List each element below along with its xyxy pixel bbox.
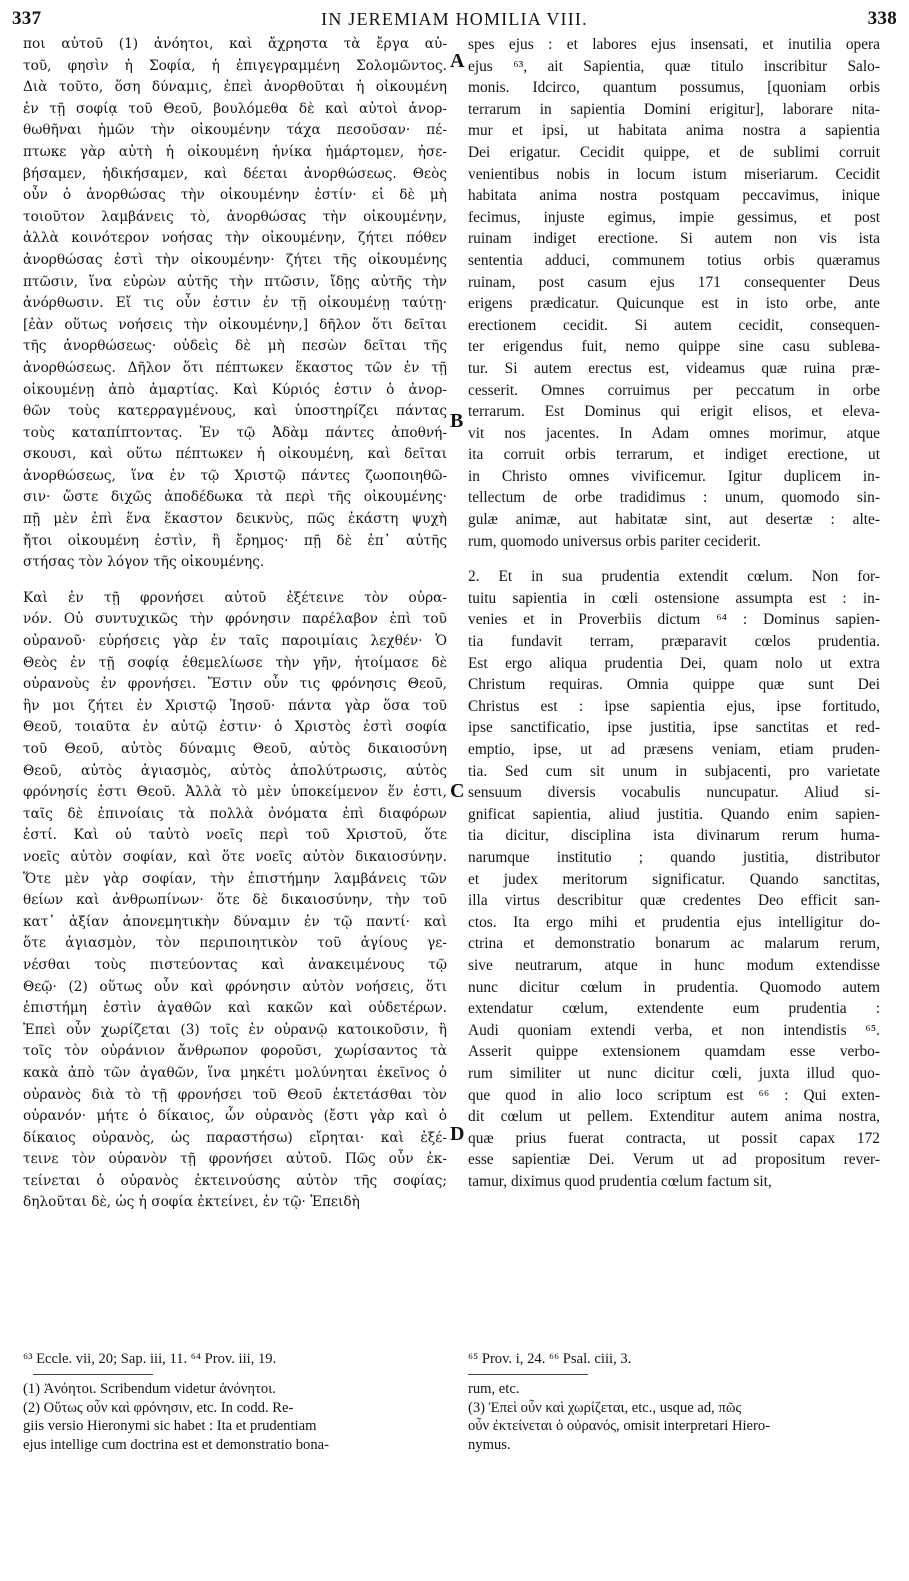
greek-text-line: Θεοῦ, τοιαῦτα ἐν αὐτῷ ἐστιν· ὁ Χριστὸς ἐστὶ σοφία — [23, 719, 447, 736]
latin-text-line: ipse sanctificatio, ipse justitia, ipse sanctitas et red- — [468, 719, 880, 737]
page-number-left: 337 — [12, 8, 42, 29]
latin-text-line: esse sapientiæ Dei. Verum ut ad propositum rever- — [468, 1151, 880, 1169]
greek-text-line: τοὺς καταπίπτοντας. Ἐν τῷ Ἀδὰμ πάντες ἀποθνή- — [23, 424, 447, 441]
latin-text-line: ter erigendus fuit, nemo quippe sine casu sublева- — [468, 338, 880, 356]
footnote-line: οὖν ἐκτείνεται ὁ οὐρανός, omisit interpretari Hiero- — [468, 1418, 771, 1434]
latin-text-line: monis. Idcirco, quantum possumus, [quoniam orbis — [468, 79, 880, 97]
right-references — [468, 1350, 880, 1369]
greek-text-line: τοιοῦτον λαμβάνεις τὸ, ἀνορθώσας τὴν οἰκουμένην, — [23, 208, 447, 225]
footnote-line: rum, etc. — [468, 1381, 520, 1397]
footnote-line: (2) Οὕτως οὖν καὶ φρόνησιν, etc. In codd. Re- — [23, 1399, 294, 1416]
latin-text-line: ruinam indiget erectione. Si autem non vis ista — [468, 230, 880, 248]
greek-text-line: οὖν ὁ ἀνορθώσας τὴν οἰκουμένην ἐστίν· εἰ δὲ μὴ — [23, 187, 447, 204]
latin-text-line: tuitu sapientia in cœli ostensione assumpta est : in- — [468, 589, 880, 607]
greek-text-line: ἐν τῇ σοφίᾳ τοῦ Θεοῦ, βουλόμεθα δὲ καὶ αὐτοὶ ἀνορ- — [23, 100, 447, 117]
greek-text-line: Θεοῦ, αὐτὸς ἁγιασμὸς, αὐτὸς ἀπολύτρωσις, αὐτὸς — [23, 762, 447, 779]
greek-text-line: φρόνησίς ἐστι Θεοῦ. Ἀλλὰ τὸ μὲν ὑποκείμενον ἕν ἐστι, — [23, 784, 447, 801]
greek-text-line: ἀνορθώσεως. Δῆλον ὅτι πέπτωκεν ἕκαστος τῶν ἐν τῇ — [23, 359, 447, 376]
greek-text-line: σκουσι, καὶ οὕτω πέπτωκεν ἡ οἰκουμένη, καὶ δεῖται — [23, 446, 447, 463]
footnote-line: ejus intellige cum doctrina est et demonstratio bona- — [23, 1436, 329, 1453]
latin-text-line: ruinam, post casum ejus 171 consequenter Deus — [468, 273, 880, 291]
latin-text-line: dit cœlum ut pellem. Extenditur autem anima nostra, — [468, 1108, 880, 1126]
greek-text-line: Θεὸς ἐν τῇ σοφίᾳ ἐθεμελίωσε τὴν γῆν, ἡτοίμασε δὲ — [23, 654, 447, 671]
left-reference-line: ⁶³ Eccle. vii, 20; Sap. iii, 11. ⁶⁴ Prov. iii, 19. — [23, 1351, 277, 1367]
footnote-line: giis versio Hieronymi sic habet : Ita et prudentiam — [23, 1418, 317, 1434]
greek-text-line: στήσας τὸν λόγον τῆς οἰκουμένης. — [23, 554, 265, 571]
latin-text-line: erectionem cecidit. Si autem cecidit, consequen- — [468, 316, 880, 334]
latin-column — [468, 34, 880, 1192]
left-footnote-rule — [33, 1374, 153, 1375]
latin-text-line: nunc dicitur cœlum in prudentia. Quomodo autem — [468, 978, 880, 996]
greek-text-line: Θεῷ· (2) οὕτως οὖν καὶ φρόνησιν αὐτὸν νοήσεις, ὅτι — [23, 978, 447, 995]
latin-text-line: Asserit quippe extensionem quamdam esse verbo- — [468, 1043, 880, 1061]
greek-text-line: τεινε τὸν οὐρανὸν τῇ φρονήσει αὐτοῦ. Πῶς οὖν ἐκ- — [23, 1151, 447, 1168]
latin-text-line: tia dicitur, disciplina ista divinarum rerum huma- — [468, 827, 880, 845]
greek-text-line: πῇ μὲν ἐπὶ ἕνα ἕκαστον δεικνὺς, πῶς ἑκάστη ψυχὴ — [23, 511, 447, 528]
paragraph-break — [468, 552, 880, 566]
margin-letter-c: C — [450, 780, 465, 802]
latin-text-line: 2. Et in sua prudentia extendit cœlum. Non for- — [468, 568, 880, 586]
greek-text-line: δηλοῦται δὲ, ὡς ἡ σοφία ἐκτείνει, ἐν τῷ· Ἐπειδὴ — [23, 1194, 360, 1211]
footnote-line: nymus. — [468, 1436, 511, 1453]
latin-text-line: in Christo omnes vivificemur. Igitur duplicem in- — [468, 467, 880, 485]
latin-text-line: sensuum diversis vocabulis nuncupatur. Aliud si- — [468, 784, 880, 802]
latin-text-line: tur. Si autem erectus est, videamus quæ ruina præ- — [468, 359, 880, 377]
latin-text-line: terrarum in sapientia Domini erigitur], laborare nita- — [468, 100, 880, 118]
greek-text-line: τοῖς τὸν οὐράνιον ἄνθρωπον φοροῦσι, χωρίσαντος τὰ — [23, 1043, 447, 1060]
latin-text-line: que quod in alio loco scriptum est ⁶⁶ : Qui exten- — [468, 1086, 880, 1104]
latin-text-line: fecimus, injuste egimus, impie gessimus, et post — [468, 208, 880, 226]
margin-letter-d: D — [450, 1123, 465, 1145]
greek-text-line: βήσαμεν, ἠδικήσαμεν, καὶ δέεται ἀνορθώσεως. Θεὸς — [23, 165, 447, 182]
greek-text-line: θῶν τοὺς κατερραγμένους, καὶ ὑποστηρίζει πάντας — [23, 403, 447, 420]
latin-text-line: illa virtus describitur quæ credentes Deo efficit san- — [468, 892, 880, 910]
running-header — [12, 6, 897, 32]
latin-text-line: venientibus nobis in locum istum miseriarum. Cecidit — [468, 165, 880, 183]
latin-text-line: emptio, ipse, ut ad præsens veniam, etiam pruden- — [468, 741, 880, 758]
latin-text-line: tia. Sed cum sit unum in subjacenti, pro varietate — [468, 762, 880, 780]
greek-text-line: οὐρανοὺς ἐν φρονήσει. Ἔστιν οὖν τις φρόνησις Θεοῦ, — [23, 676, 447, 693]
latin-text-line: ctos. Ita ergo mihi et prudentia ejus intelligitur do- — [468, 913, 880, 931]
greek-text-line: νοεῖς αὐτὸν σοφίαν, καὶ ὅτε νοεῖς αὐτὸν δικαιοσύνην. — [23, 848, 447, 865]
greek-text-line: τοῦ, φησὶν ἡ Σοφία, ἡ ἐπιγεγραμμένη Σολομῶντος. — [23, 57, 447, 74]
latin-text-line: ita corruit orbis terrarum, et indiget erectione, ut — [468, 446, 880, 464]
right-footnotes — [468, 1380, 880, 1454]
greek-text-line: οὐρανοῦ· εὑρήσεις γὰρ ἐν ταῖς παροιμίαις λεχθέν· Ὁ — [23, 633, 447, 650]
greek-text-line: θωθῆναι ἡμῶν τὴν οἰκουμένην τάχα πεσοῦσαν· πέ- — [23, 122, 447, 139]
left-footnotes — [23, 1380, 447, 1454]
left-references — [23, 1350, 447, 1369]
right-footnote-rule — [468, 1374, 588, 1375]
greek-text-line: Καὶ ἐν τῇ φρονήσει αὐτοῦ ἐξέτεινε τὸν οὐρα- — [23, 589, 447, 606]
latin-text-line: sententia adduci, communem totius orbis quæramus — [468, 251, 880, 269]
paragraph-break — [23, 574, 447, 588]
greek-text-line: τείνεται ὁ οὐρανὸς ἐκτεινούσης αὐτὸν τῆς σοφίας; — [23, 1172, 447, 1189]
footnote-line: (1) Ἀνόητοι. Scribendum videtur ἀνόνητοι. — [23, 1381, 276, 1397]
footnote-line: (3) Ἐπεὶ οὖν καὶ χωρίζεται, etc., usque ad, πῶς — [468, 1399, 742, 1416]
greek-text-line: ἤτοι οἰκουμένη ἐστὶν, ἢ ἔρημος· πῇ δὲ ἐπ᾽ αὐτῆς — [23, 532, 447, 549]
greek-text-line: ὅτε ἁγιασμὸν, τὸν περιποιητικὸν τοῦ ἁγίους γε- — [23, 935, 447, 952]
greek-text-line: Διὰ τοῦτο, ὅση δύναμις, ἐπεὶ ἀνορθοῦται ἡ οἰκουμένη — [23, 79, 447, 96]
greek-text-line: Ἐπεὶ οὖν χωρίζεται (3) τοῖς ἐν οὐρανῷ κατοικοῦσιν, ἢ — [23, 1021, 447, 1038]
greek-text-line: ἀλλὰ κοινότερον νοήσας τὴν οἰκουμένην, ζήτει πόθεν — [23, 230, 447, 247]
greek-text-line: σιν· ὥστε διχῶς ἀποδέδωκα τὰ περὶ τῆς οἰκουμένης· — [23, 489, 447, 506]
latin-text-line: cesserit. Omnes corruimus per peccatum in orbe — [468, 381, 880, 399]
greek-text-line: ἀνορθώσας ἐστὶ τὴν οἰκουμένην· ζήτει τῆς οἰκουμένης — [23, 251, 447, 268]
latin-text-line: terrarum. Est Dominus qui erigit elisos, et eleva- — [468, 403, 880, 421]
greek-text-line: κατ᾽ ἀξίαν ἀπονεμητικὴν δύναμιν ἐν τῷ παντί· καὶ — [23, 913, 447, 930]
greek-text-line: νόν. Οὐ συντυχικῶς τὴν φρόνησιν παρέλαβον ἐπὶ τοῦ — [23, 611, 447, 628]
latin-text-line: rum, quomodo universus orbis pariter ceciderit. — [468, 532, 761, 550]
page-number-right: 338 — [867, 8, 897, 29]
latin-text-line: extendatur cœlum, extendente eum prudentia : — [468, 1000, 880, 1018]
greek-text-line: Ὅτε μὲν γὰρ σοφίαν, τὴν ἐπιστήμην λαμβάνεις τῶν — [23, 870, 447, 887]
latin-text-line: ejus ⁶³, ait Sapientia, quæ titulo inscribitur Salo- — [468, 57, 880, 75]
greek-column — [23, 34, 447, 1214]
latin-text-line: quæ prius fuerat contracta, ut possit capax 172 — [468, 1129, 880, 1147]
right-reference-line: ⁶⁵ Prov. i, 24. ⁶⁶ Psal. ciii, 3. — [468, 1351, 632, 1367]
greek-text-line: [ἐὰν οὕτως νοήσεις τὴν οἰκουμένην,] δῆλον ὅτι δεῖται — [23, 316, 447, 333]
greek-text-line: ποι αὐτοῦ (1) ἀνόητοι, καὶ ἄχρηστα τὰ ἔργα αὐ- — [23, 36, 447, 52]
greek-text-line: κακὰ ἀπὸ τῶν ἀγαθῶν, ἵνα μηκέτι μολύνηται ἐκεῖνος ὁ — [23, 1064, 447, 1081]
latin-text-line: venies et in Proverbiis dictum ⁶⁴ : Dominus sapien- — [468, 611, 880, 629]
margin-letter-b: B — [450, 410, 464, 432]
latin-text-line: tia fundavit terram, præparavit cœlos prudentia. — [468, 633, 880, 651]
latin-text-line: mur et ipsi, ut habitata anima nostra a sapientia — [468, 122, 880, 140]
latin-text-line: erigens prædicatur. Quicunque est in isto orbe, ante — [468, 295, 880, 313]
greek-text-line: οὐρανὸς διὰ τὸ τῇ φρονήσει τοῦ Θεοῦ ἐκτετάσθαι τὸν — [23, 1086, 447, 1103]
margin-letter-a: A — [450, 50, 465, 72]
latin-text-line: gulæ animæ, aut habitatæ sint, aut desertæ : alte- — [468, 511, 880, 529]
running-title: IN JEREMIAM HOMILIA VIII. — [321, 8, 588, 29]
greek-text-line: τοῦ Θεοῦ, αὐτὸς δύναμις Θεοῦ, αὐτὸς δικαιοσύνη — [23, 741, 447, 757]
latin-text-line: rum similiter ut nunc dicitur cœli, juxta illud quo- — [468, 1064, 880, 1082]
latin-text-line: Audi quoniam extendi verba, et non intendistis ⁶⁵. — [468, 1021, 880, 1039]
latin-text-line: Dei erigatur. Cecidit quippe, et de sublimi corruit — [468, 143, 880, 161]
greek-text-line: ἀνορθώσεως, ἵνα ἐν τῷ Χριστῷ πάντες ζωοποιηθῶ- — [23, 467, 447, 484]
greek-text-line: ἣν μοι ζήτει ἐν Χριστῷ Ἰησοῦ· πάντα γὰρ ὅσα τοῦ — [23, 697, 447, 714]
greek-text-line: νέσθαι τοὺς πιστεύοντας καὶ ἀνακειμένους τῷ — [23, 956, 447, 973]
latin-text-line: gnificat sapientia, aliud justitia. Quando enim sapien- — [468, 805, 880, 823]
greek-text-line: ἐστί. Καὶ οὐ ταὐτὸ νοεῖς περὶ τοῦ Χριστοῦ, ὅτε — [23, 827, 447, 844]
greek-text-line: οὐρανόν· μήτε ὁ δίκαιος, ὧν οὐρανὸς (ἔστι γὰρ καὶ ὁ — [23, 1108, 447, 1125]
latin-text-line: vit nos jacentes. In Adam omnes morimur, atque — [468, 424, 880, 442]
greek-text-line: ταῖς δὲ ἐπινοίαις τὰ πολλὰ ὀνόματα ἐπὶ διαφόρων — [23, 805, 447, 822]
greek-text-line: πτῶσιν, ἵνα εὑρὼν αὐτῆς τὴν πτῶσιν, ἴδῃς αὐτῆς τὴν — [23, 273, 447, 290]
latin-text-line: Christus est : ipse sapientia ejus, ipse fortitudo, — [468, 697, 880, 715]
greek-text-line: θείων καὶ ἀνθρωπίνων· ὅτε δὲ δικαιοσύνην, τὴν τοῦ — [23, 892, 447, 909]
greek-text-line: τῆς ἀνορθώσεως· οὐδεὶς δὲ μὴ πεσὼν δεῖται τῆς — [23, 338, 447, 355]
latin-text-line: sive neutrarum, atque in hunc modum extendisse — [468, 956, 880, 974]
latin-text-line: Est ergo aliqua prudentia Dei, quam nolo ut extra — [468, 654, 880, 672]
latin-text-line: spes ejus : et labores ejus insensati, et inutilia opera — [468, 36, 880, 53]
latin-text-line: narumque institutio ; quando justitia, distributor — [468, 848, 880, 866]
greek-text-line: πτωκε γὰρ αὐτὴ ἡ οἰκουμένη ἡνίκα ἡμάρτομεν, ἠσε- — [23, 143, 447, 160]
greek-text-line: δίκαιος οὐρανὸς, ὡς παραστήσω) εἴρηται· καὶ ἐξέ- — [23, 1129, 447, 1146]
greek-text-line: οἰκουμένῃ ἀπὸ ἁμαρτίας. Καὶ Κύριός ἐστιν ὁ ἀνορ- — [23, 381, 447, 398]
latin-text-line: ctrina et demonstratio bonarum ac malarum rerum, — [468, 935, 880, 953]
greek-text-line: ἀνόρθωσιν. Εἴ τις οὖν ἐστιν ἐν τῇ οἰκουμένῃ ταύτῃ· — [23, 295, 447, 312]
latin-text-line: tellectum de orbe tradidimus : unum, quomodo sin- — [468, 489, 880, 507]
greek-text-line: ἐπιστήμη ἐστὶν ἀγαθῶν καὶ κακῶν καὶ οὐδετέρων. — [23, 1000, 447, 1017]
latin-text-line: habitata anima nostra postquam peccavimus, inique — [468, 187, 880, 205]
latin-text-line: Christum requiras. Omnia quippe quæ sunt Dei — [468, 676, 880, 694]
latin-text-line: tamur, diximus quod prudentia cœlum factum sit, — [468, 1172, 772, 1190]
latin-text-line: et judex meritorum significatur. Quando sanctitas, — [468, 870, 880, 888]
